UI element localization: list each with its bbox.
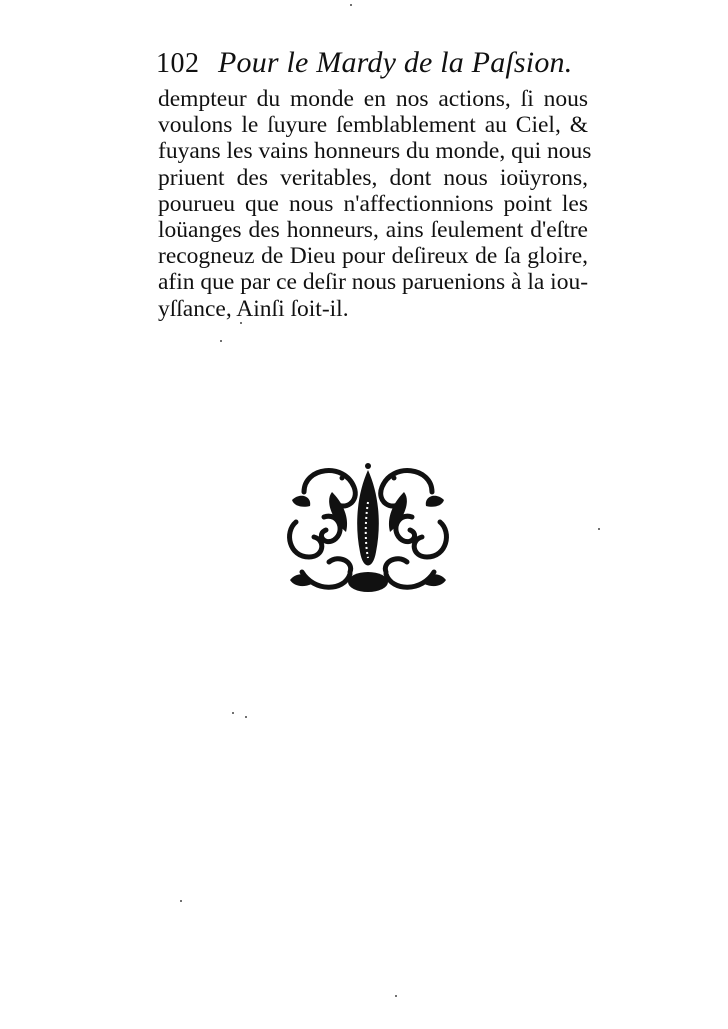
paper-speck (598, 528, 600, 530)
running-title: Pour le Mardy de la Paſsion. (218, 46, 573, 79)
text-line: afin que par ce deſir nous paruenions à la iou- (158, 269, 589, 296)
paper-speck (240, 322, 242, 324)
text-line: voulons le ſuyure ſemblablement au Ciel, & (158, 112, 588, 139)
paper-speck (395, 995, 397, 997)
floral-ornament-icon (284, 462, 452, 602)
page-number: 102 (156, 48, 200, 79)
paper-speck (232, 712, 234, 714)
text-line: pourueu que nous n'affectionnions point les (158, 190, 588, 217)
paper-speck (245, 716, 247, 718)
text-line: priuent des veritables, dont nous ioüyrons, (158, 164, 588, 191)
body-text (158, 86, 592, 322)
page-header (156, 46, 586, 86)
text-line: loüanges des honneurs, ains ſeulement d'eſtre (158, 217, 588, 244)
paper-speck (350, 4, 352, 6)
paper-speck (180, 900, 182, 902)
text-line: dempteur du monde en nos actions, ſi nous (158, 86, 588, 112)
text-line: recogneuz de Dieu pour deſireux de ſa gloire, (158, 243, 588, 270)
paper-speck (220, 340, 222, 342)
text-line: fuyans les vains honneurs du monde, qui nous (158, 138, 592, 165)
text-line: yſſance, Ainſi ſoit-il. (158, 295, 349, 322)
